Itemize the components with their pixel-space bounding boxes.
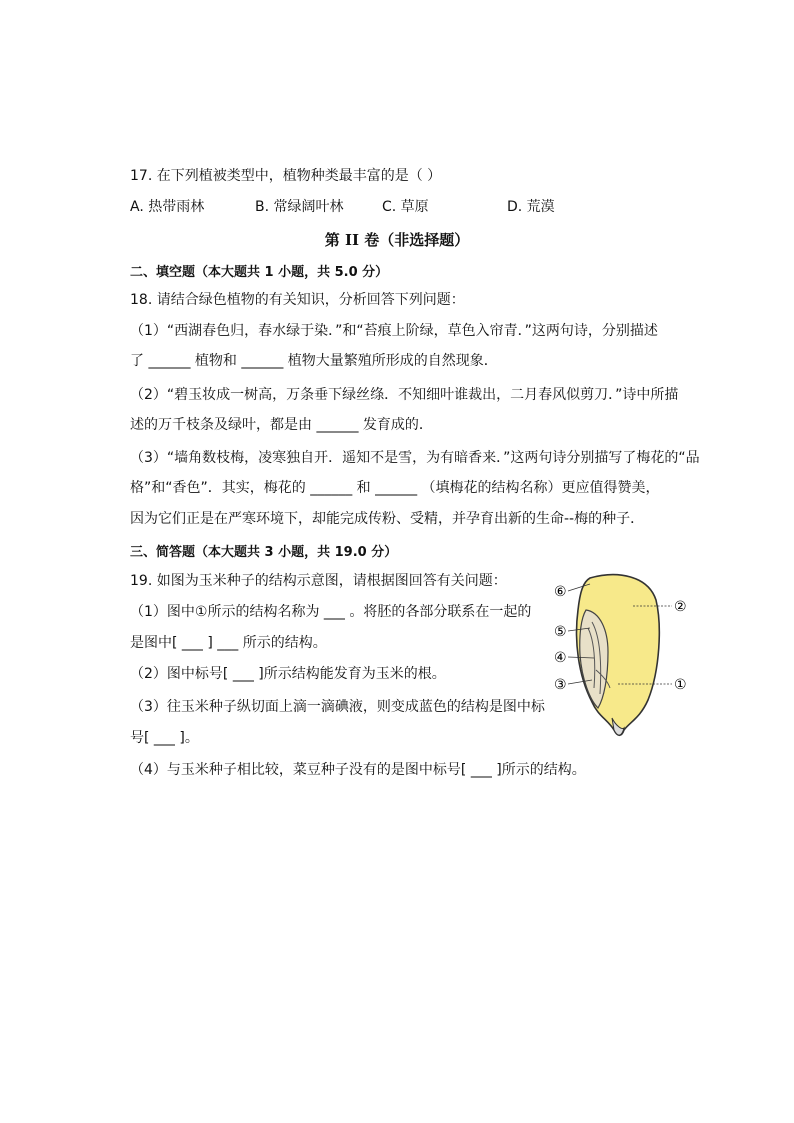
question-18-part2-line2: 述的万千枝条及绿叶，都是由 ______ 发育成的． <box>130 417 433 433</box>
question-19-part2: （2）图中标号[ ___ ]所示结构能发育为玉米的根。 <box>130 666 446 682</box>
option-b: B. 常绿阔叶林 <box>255 199 344 215</box>
question-19-part3-line2: 号[ ___ ]。 <box>130 730 199 746</box>
question-19-part1-line1: （1）图中①所示的结构名称为 ___ 。将胚的各部分联系在一起的 <box>130 604 532 620</box>
short-answer-heading: 三、简答题（本大题共 3 小题，共 19.0 分） <box>130 545 398 560</box>
corn-seed-diagram <box>548 570 698 740</box>
question-18-part3-line1: （3）“墙角数枝梅，凌寒独自开．遥知不是雪，为有暗香来．”这两句诗分别描写了梅花的“品 <box>130 450 700 466</box>
section-2-title: 第 II 卷（非选择题） <box>324 231 470 249</box>
fill-in-heading: 二、填空题（本大题共 1 小题，共 5.0 分） <box>130 265 389 280</box>
question-17-options <box>130 197 630 217</box>
question-18-stem: 18. 请结合绿色植物的有关知识，分析回答下列问题： <box>130 292 465 308</box>
question-18-part3-line2: 格”和“香色”．其实，梅花的 ______ 和 ______ （填梅花的结构名称）更应值得赞美， <box>130 480 660 496</box>
question-19-part1-line2: 是图中[ ___ ] ___ 所示的结构。 <box>130 635 327 651</box>
label-4: ④ <box>554 650 567 666</box>
label-6: ⑥ <box>554 584 567 600</box>
option-c: C. 草原 <box>382 199 429 215</box>
label-2: ② <box>674 599 687 615</box>
label-1: ① <box>674 677 687 693</box>
question-17-stem: 17. 在下列植被类型中，植物种类最丰富的是（ ） <box>130 168 442 184</box>
label-5: ⑤ <box>554 624 567 640</box>
question-18-part1-line2: 了 ______ 植物和 ______ 植物大量繁殖所形成的自然现象． <box>130 353 498 369</box>
question-18-part3-line3: 因为它们正是在严寒环境下，却能完成传粉、受精，并孕育出新的生命--梅的种子． <box>130 511 645 527</box>
question-18-part1-line1: （1）“西湖春色归，春水绿于染．”和“苔痕上阶绿，草色入帘青．”这两句诗，分别描述 <box>130 323 658 339</box>
label-3: ③ <box>554 677 567 693</box>
option-a: A. 热带雨林 <box>130 199 205 215</box>
question-19-stem: 19. 如图为玉米种子的结构示意图，请根据图回答有关问题： <box>130 573 507 589</box>
question-18-part2-line1: （2）“碧玉妆成一树高，万条垂下绿丝绦．不知细叶谁裁出，二月春风似剪刀．”诗中所描 <box>130 387 679 403</box>
option-d: D. 荒漠 <box>507 199 555 215</box>
question-19-part4: （4）与玉米种子相比较，菜豆种子没有的是图中标号[ ___ ]所示的结构。 <box>130 762 586 778</box>
question-19-part3-line1: （3）往玉米种子纵切面上滴一滴碘液，则变成蓝色的结构是图中标 <box>130 699 545 715</box>
